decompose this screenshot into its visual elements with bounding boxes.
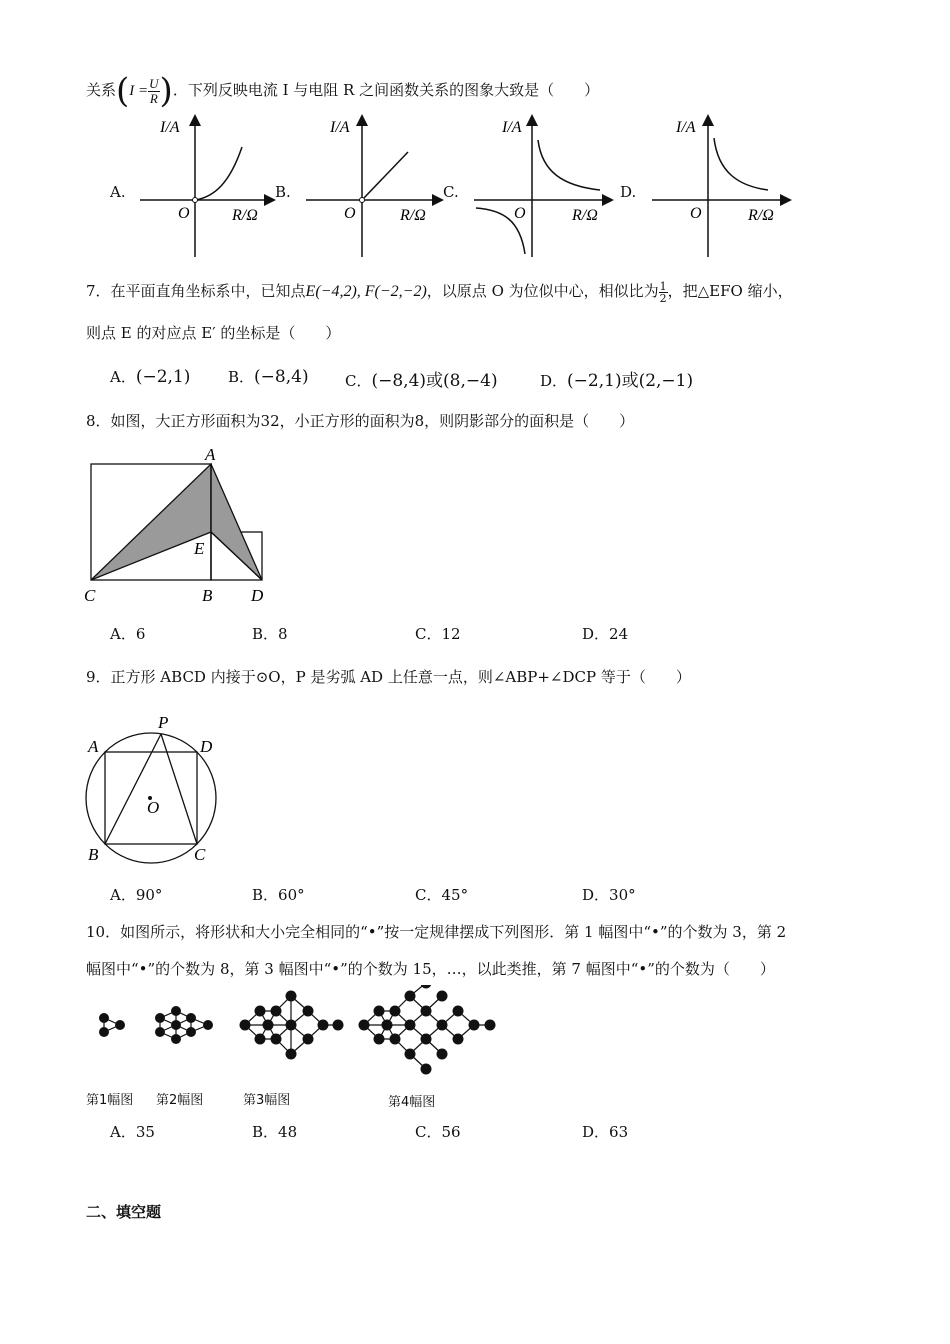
q6-graph-c bbox=[468, 112, 618, 262]
origin-label: O bbox=[344, 205, 356, 222]
q10-stem-line1: 10．如图所示，将形状和大小完全相同的“•”按一定规律摆成下列图形．第 1 幅图中“•”的个数为 3，第 2 bbox=[86, 923, 787, 941]
option-value: 48 bbox=[278, 1123, 298, 1141]
option-key: A． bbox=[110, 625, 136, 643]
q6-graph-d bbox=[646, 112, 796, 262]
origin-label: O bbox=[178, 205, 190, 222]
q10-caption-4: 第4幅图 bbox=[388, 1095, 436, 1110]
q9-stem: 9．正方形 ABCD 内接于⊙O，P 是劣弧 AD 上任意一点，则∠ABP+∠DCP 等于（ ） bbox=[86, 668, 691, 686]
label-b: B bbox=[202, 586, 213, 605]
q7-text-c: ，把△EFO 缩小， bbox=[667, 282, 793, 300]
option-key: C． bbox=[415, 886, 442, 904]
x-axis-label: R/Ω bbox=[572, 207, 598, 224]
label-a: A bbox=[88, 737, 99, 756]
label-c: C bbox=[84, 586, 96, 605]
q10-stem-line2: 幅图中“•”的个数为 8，第 3 幅图中“•”的个数为 15，…，以此类推，第 7 幅图中“•”的个数为（ ） bbox=[86, 960, 775, 978]
q7-option-b[interactable] bbox=[228, 366, 309, 387]
q9-figure bbox=[80, 704, 240, 868]
option-value: (−8,4) bbox=[254, 367, 309, 387]
label-d: D bbox=[251, 586, 264, 605]
q6-option-a-key[interactable]: A. bbox=[110, 183, 126, 201]
q10-caption-3: 第3幅图 bbox=[243, 1093, 291, 1108]
x-axis-label: R/Ω bbox=[400, 207, 426, 224]
q7-ratio-den: 2 bbox=[659, 291, 667, 305]
option-key: A． bbox=[110, 368, 136, 386]
option-key: B． bbox=[252, 886, 279, 904]
option-key: D． bbox=[582, 1123, 610, 1141]
q7-ratio-num: 1 bbox=[659, 279, 667, 293]
q7-stem-line2: 则点 E 的对应点 E′ 的坐标是（ ） bbox=[86, 324, 341, 342]
q6-prefix: 关系 bbox=[86, 81, 117, 99]
curve bbox=[714, 138, 768, 190]
label-o: O bbox=[147, 798, 160, 817]
q10-figures bbox=[90, 985, 500, 1085]
x-axis-label: R/Ω bbox=[748, 207, 774, 224]
option-key: C． bbox=[415, 1123, 442, 1141]
origin-label: O bbox=[690, 205, 702, 222]
option-value: (−2,1)或(2,−1) bbox=[567, 371, 694, 391]
q7-text-a: 7．在平面直角坐标系中，已知点 bbox=[86, 282, 306, 300]
q10-caption-1: 第1幅图 bbox=[86, 1093, 134, 1108]
option-value: 6 bbox=[135, 625, 146, 643]
q6-formula-den: R bbox=[149, 90, 158, 106]
q7-option-c[interactable] bbox=[345, 366, 498, 391]
q9-option-c[interactable] bbox=[415, 884, 468, 905]
label-e: E bbox=[194, 539, 205, 558]
q10-option-c[interactable] bbox=[415, 1121, 461, 1142]
label-c: C bbox=[194, 845, 206, 864]
y-axis-label: I/A bbox=[502, 119, 522, 136]
q6-stem: 关系(I = $\frac{U}{R}$ )．下列反映电流 I 与电阻 R 之间函数关系的图象大致是（ ） bbox=[86, 71, 600, 111]
option-key: D． bbox=[540, 372, 568, 390]
origin-label: O bbox=[514, 205, 526, 222]
q10-caption-2: 第2幅图 bbox=[156, 1093, 204, 1108]
q8-option-a[interactable] bbox=[110, 623, 145, 644]
y-axis-label: I/A bbox=[676, 119, 696, 136]
q8-stem: 8．如图，大正方形面积为32，小正方形的面积为8，则阴影部分的面积是（ ） bbox=[86, 412, 635, 430]
option-value: 35 bbox=[135, 1123, 155, 1141]
option-key: A． bbox=[110, 1123, 136, 1141]
label-b: B bbox=[88, 845, 99, 864]
q8-figure bbox=[80, 442, 280, 610]
option-value: 8 bbox=[278, 625, 288, 643]
x-axis-label: R/Ω bbox=[232, 207, 258, 224]
option-key: A． bbox=[110, 886, 136, 904]
q6-option-c-key[interactable]: C. bbox=[443, 183, 459, 201]
fig2-edges bbox=[160, 1011, 208, 1039]
shaded-right bbox=[211, 464, 262, 580]
option-value: 56 bbox=[441, 1123, 461, 1141]
label-p: P bbox=[158, 713, 169, 732]
option-key: C． bbox=[415, 625, 442, 643]
line bbox=[362, 152, 408, 200]
q7-option-a[interactable] bbox=[110, 366, 190, 387]
option-value: 12 bbox=[441, 625, 461, 643]
y-axis-label: I/A bbox=[160, 119, 180, 136]
q8-option-d[interactable] bbox=[582, 623, 628, 644]
q6-option-d-key[interactable]: D. bbox=[620, 183, 637, 201]
option-value: 45° bbox=[441, 886, 469, 904]
q7-stem-line1 bbox=[86, 278, 793, 305]
option-value: 60° bbox=[278, 886, 305, 904]
q10-option-b[interactable] bbox=[252, 1121, 297, 1142]
y-axis-label: I/A bbox=[330, 119, 350, 136]
q8-option-c[interactable] bbox=[415, 623, 461, 644]
q6-formula-num: U bbox=[149, 75, 159, 91]
q9-option-b[interactable] bbox=[252, 884, 305, 905]
curve-upper bbox=[538, 140, 600, 190]
option-key: D． bbox=[582, 886, 610, 904]
q10-option-a[interactable] bbox=[110, 1121, 155, 1142]
option-value: (−2,1) bbox=[135, 367, 191, 387]
segment-bp bbox=[105, 734, 161, 844]
option-key: D． bbox=[582, 625, 610, 643]
q7-option-d[interactable] bbox=[540, 366, 693, 391]
section-title: 二、填空题 bbox=[86, 1203, 162, 1221]
segment-cp bbox=[161, 734, 197, 844]
q6-formula-lhs: I = bbox=[129, 83, 149, 99]
q6-graph-a bbox=[130, 112, 280, 262]
option-value: 30° bbox=[609, 886, 636, 904]
q6-option-b-key[interactable]: B. bbox=[275, 183, 291, 201]
q9-option-a[interactable] bbox=[110, 884, 162, 905]
label-d: D bbox=[200, 737, 213, 756]
option-value: 90° bbox=[135, 886, 163, 904]
option-value: 24 bbox=[609, 625, 629, 643]
option-value: 63 bbox=[609, 1123, 629, 1141]
q8-option-b[interactable] bbox=[252, 623, 288, 644]
q7-text-b: ，以原点 O 为位似中心，相似比为 bbox=[426, 282, 659, 300]
option-key: B． bbox=[252, 1123, 279, 1141]
option-key: C． bbox=[345, 372, 372, 390]
option-key: B． bbox=[228, 368, 255, 386]
shaded-left bbox=[91, 464, 211, 580]
option-key: B． bbox=[252, 625, 279, 643]
option-value: (−8,4)或(8,−4) bbox=[371, 371, 498, 391]
q6-text: ．下列反映电流 I 与电阻 R 之间函数关系的图象大致是（ ） bbox=[172, 81, 600, 99]
q9-option-d[interactable] bbox=[582, 884, 636, 905]
q6-graph-b bbox=[298, 112, 448, 262]
label-a: A bbox=[205, 445, 216, 464]
q10-option-d[interactable] bbox=[582, 1121, 628, 1142]
q7-points: E(−4,2), F(−2,−2) bbox=[305, 283, 427, 300]
curve bbox=[195, 147, 242, 200]
